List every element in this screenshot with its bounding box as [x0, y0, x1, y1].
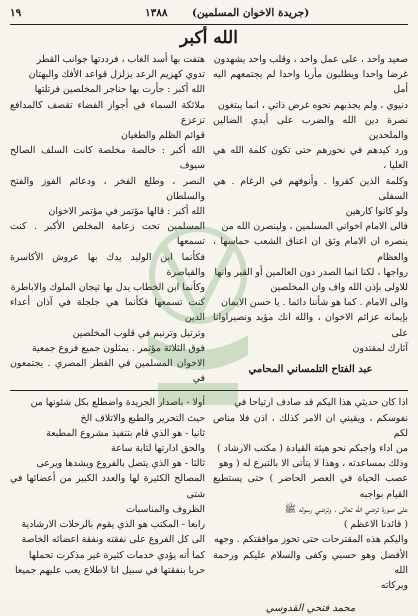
text-line: الى كل الفروع على نفقته ونفقة اعضائه الخاصة [21, 534, 205, 546]
text-line: فالى الامام اخواني المسلمين ، ولينصرن الله من [221, 221, 408, 233]
text-line: ينصره ان الامام وثق ان اعناق الشعب حماسها ، والعظام [213, 236, 408, 263]
text-line: أولا - باصدار الجريدة واضطلع بكل شئونها من [30, 397, 205, 409]
text-line: حربا بنفقتها في سبيل انا لاطلاع يعب عليهم جميعا [14, 564, 205, 576]
text-line: وذلك بمساعدته ، وهذا لا يتأتى الا بالتبرع له ( وهو [218, 458, 408, 470]
text-line: الاخوان المسلمين في القطر المصري . يجتمعون في [10, 358, 205, 385]
page-header [10, 6, 408, 25]
lower-article [10, 395, 408, 616]
text-line: وترتيل وترنيم في قلوب المخلصين [72, 327, 205, 339]
text-line: والى الامام . كما هو شأننا دائما . يا حسن الايمان [221, 297, 408, 309]
text-line: ثالثا - هو الذي يتصل بالفروع ويشدها ويرعى [36, 458, 205, 470]
text-line: ( قائدنا الاعظم ) [343, 519, 408, 531]
upper-right-column [10, 52, 205, 386]
text-line: ثانيا - هو الذي قام بتنفيذ مشروع المطبعة [46, 427, 205, 439]
text-line: عصب الحياة في العصر الحاضر ) حتى يستطيع القيام بواجبه [213, 473, 408, 500]
text-line: والحق ادارتها لتابة ساعة [110, 443, 205, 455]
text-line: المسلمين تحت زعامة المخلص الأكبر . كنت تسمعها [10, 221, 205, 248]
text-line: قوائم الظلم والطغيان [120, 130, 205, 142]
text-line: واليكم هذه المقترحات حتى تحوز موافقتكم . وجهه [213, 534, 408, 546]
upper-article [10, 52, 408, 386]
text-line: بإيمانه عزائم الاخوان ، والله انك مؤيد ونصيراوانا على [213, 312, 408, 339]
text-line: من اداء واجبكم نحو هيئة القيادة ( مكتب الارشاد ) [217, 443, 408, 455]
text-line: الله أكبر : خالصة مخلصة كانت السلف الصالح سيوف [10, 145, 205, 172]
text-line: دنيوي ، ولم يجذبهم نحوه غرض ذاتي ، انما يبتغون [217, 99, 408, 111]
text-line: وكأنما ابن الخطاب يدل بها تيجان الملوك والاباطرة [10, 282, 205, 294]
text-line: تدوي كهزيم الرعد يزلزل قواعد الأفك والبهتان [28, 69, 205, 81]
article-headline: الله أكبر [180, 28, 238, 48]
text-line: الأفضل وهو حسبي وكفى والسلام عليكم ورحمة الله [213, 549, 408, 576]
text-line: فكأنما ابن الوليد يدك بها عروش الأكاسرة والقياصرة [10, 251, 205, 278]
lower-right-column [10, 395, 205, 616]
text-line: حيث التحرير والطبع والاتلاف الخ [80, 412, 205, 424]
text-line: النصر ، وطلع الفخر ، ودعائم الفوز والفتح والسلطان [10, 175, 205, 202]
text-line: فوق الثلاثة مؤتمر . يمثلون جميع فروع جمعية [31, 342, 205, 354]
text-line: غرضا واحدا ويطلبون مأربا واحدا لم يجتمعهم اليه أمل [213, 69, 408, 96]
section-divider [10, 390, 408, 391]
text-line: نصرة دين الله والضرب على أيدي الضالين والملحدين [213, 114, 408, 142]
text-line: هتفت بها أسد الغاب ، فرددتها جوانب القطر [36, 54, 205, 65]
upper-left-column [213, 52, 408, 386]
text-line: ورد كيدهم في نحورهم حتى تكون كلمة الله هي العليا ، [213, 145, 408, 172]
text-line: الله أكبر : جأرت بها حناجر المخلصين فرتلتها [34, 84, 205, 96]
text-line: الله أكبر : قالها مؤتمر في مؤتمر الاخوان [48, 206, 205, 218]
author-signature: عبد الفتاح التلمساني المحامي [248, 364, 373, 376]
publication-name: (جريدة الاخوان المسلمين) [192, 7, 310, 19]
text-line: رابعا - المكتب هو الذي يقوم بالرحلات الارشادية [21, 519, 205, 531]
text-line: كنت تسمعها فكأنما هي جلجلة في آذان أعداء الدين [10, 297, 205, 324]
lower-left-column [213, 395, 408, 616]
text-line: رواجها ، لكنا انما الصدر دون العالمين أو القبر وانها [214, 266, 408, 278]
text-line: وكلمة الذين كفروا . وأنوفهم في الرغام . هي السفلى [213, 175, 408, 202]
text-line: ولو كانوا كارهين [345, 206, 408, 218]
text-line: آثارك لمقتدون [352, 342, 408, 354]
page-number: ١٩ [10, 7, 22, 19]
text-line: كما أنه يؤدي خدمات كثيرة غير مذكرت تحملها [28, 549, 205, 561]
text-line: على صورة ترضي الله تعالى ، وترضي رسوله ﷺ [284, 503, 408, 515]
text-line: الظروف والمناسبات [125, 503, 205, 515]
text-line: نفوسكم ، ويقيني ان الامر كذلك ، اذن فلا مناص لكم [213, 412, 408, 439]
text-line: ملائكة السماء في أجواز الفضاء تقصف كالمدافع تزعزع [10, 99, 205, 126]
text-line: المصالح الكثيرة لها والعدد الكبير من أعضائها في شتى [10, 473, 205, 500]
text-line: للاولى بإذن الله واف وان المخلصين [270, 282, 408, 294]
text-line: صعيد واحد ، على عمل واحد ، وقلب واحد يشهدون [213, 54, 408, 65]
text-line: وبركاته [380, 579, 408, 591]
handwritten-signature: محمد فتحي القدوسي [265, 603, 356, 615]
issue-year: ١٣٨٨ [145, 7, 168, 19]
text-line: اذا كان حديثي هذا اليكم قد صادف ارتياحا في [233, 397, 408, 409]
